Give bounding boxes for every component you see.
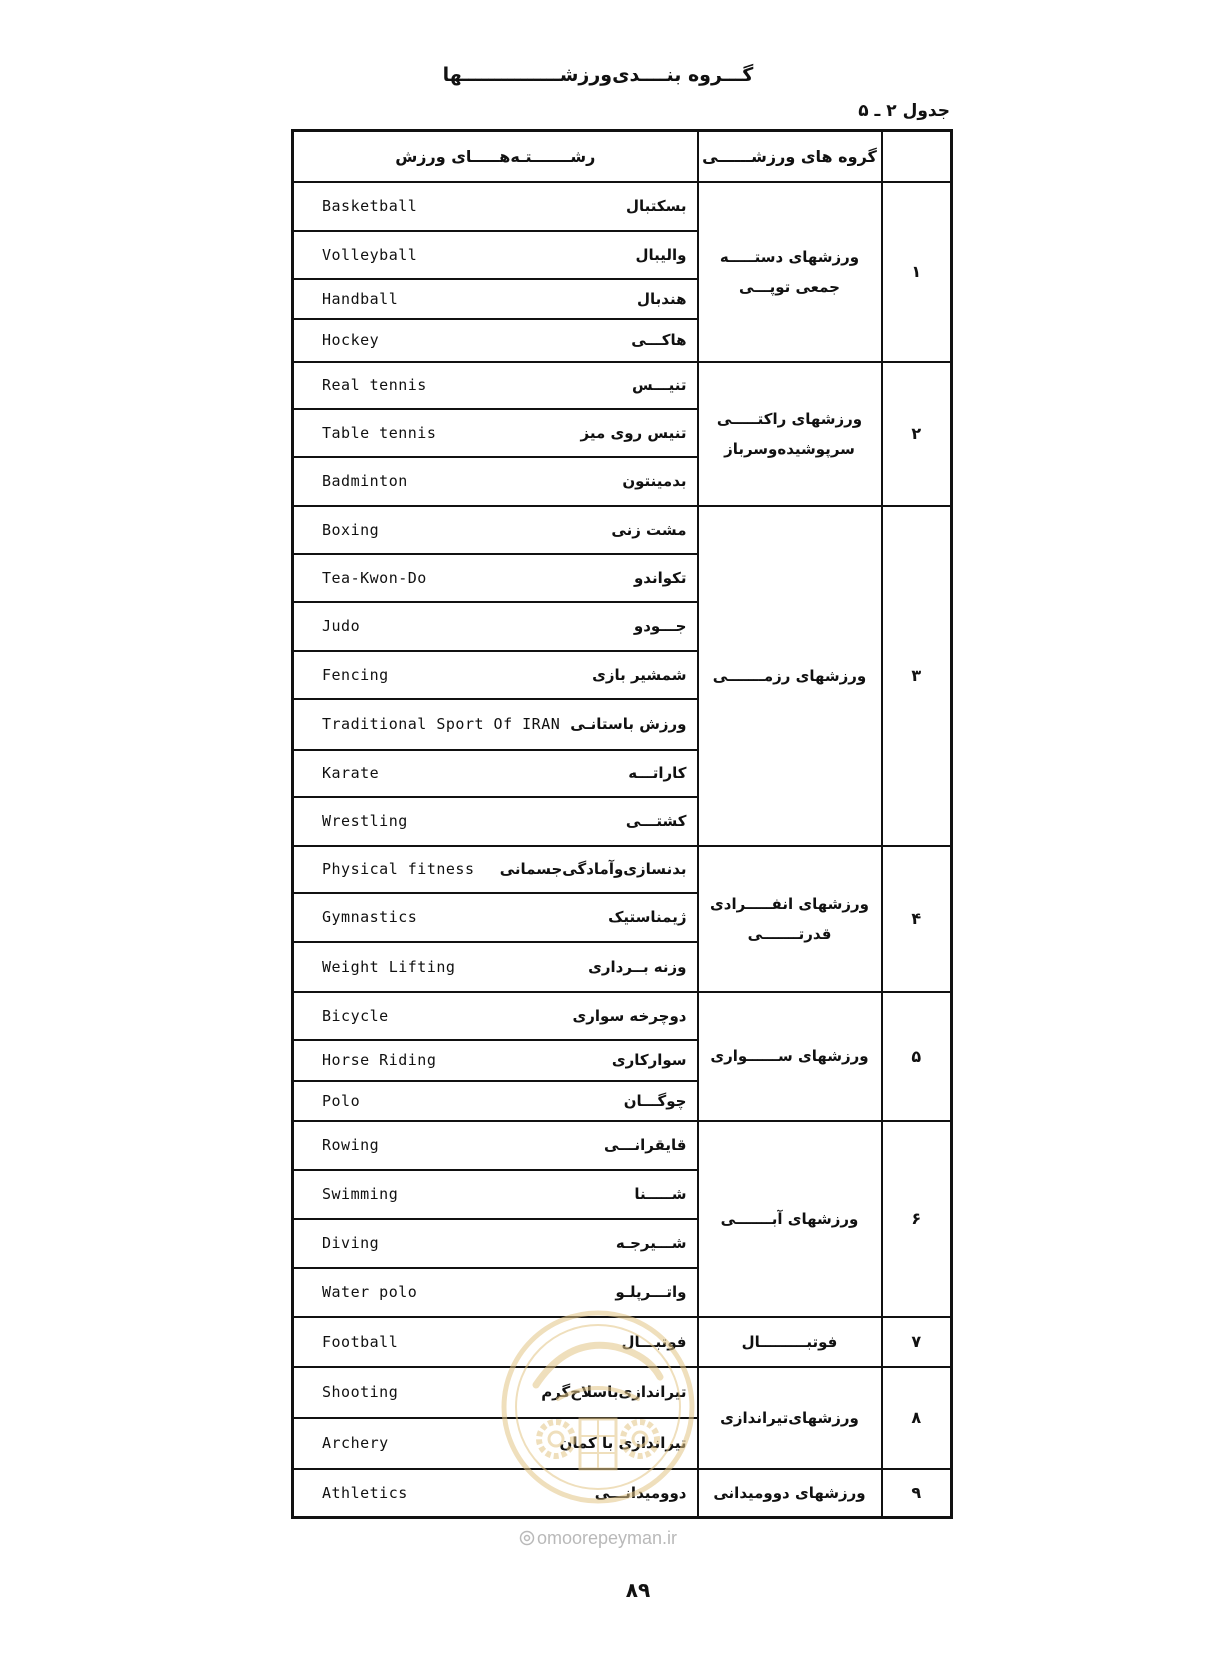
sport-cell [293,279,698,319]
sport-cell [293,750,698,797]
sport-name-fa: چوگـــان [623,1091,687,1110]
sport-name-fa: تکواندو [633,568,687,587]
page-number: ۸۹ [625,1578,651,1602]
sport-name-en: Physical fitness [322,860,475,878]
group-name-line: جمعی توپـــی [739,277,840,296]
group-name-line: ورزشهای دستـــــه [719,247,860,266]
group-name-line: قدرتـــــــی [747,924,832,943]
group-name-line: فوتبـــــــــال [741,1332,838,1351]
group-number: ۳ [882,506,952,846]
sport-name-fa: بسکتبال [625,197,687,215]
sport-name-en: Athletics [322,1483,408,1502]
sport-row [293,182,952,231]
sport-row [293,1317,952,1367]
group-name-cell [698,182,882,362]
group-number: ۵ [882,992,952,1121]
sport-cell [293,362,698,409]
group-number: ۶ [882,1121,952,1317]
sport-name-fa: شـــیرجـه [615,1234,687,1252]
group-name-line: ورزشهای ســــــواری [710,1047,869,1065]
header-groups: گروه های ورزشــــــی [698,131,882,182]
group-name-line: ورزشهای انفـــــرادی [710,894,869,913]
sport-name-en: Real tennis [322,376,427,394]
sport-name-fa: کاراتـــه [628,764,687,782]
sport-cell [293,1418,698,1469]
sport-name-fa: دوچرخه سواری [572,1006,687,1025]
sport-name-fa: هندبال [637,289,687,308]
group-name-cell [698,1469,882,1518]
sport-name-fa: تیراندازی با کمان [559,1434,687,1452]
sport-cell [293,846,698,893]
group-name-line: ورزشهای آبـــــــی [720,1209,859,1228]
sport-name-en: Badminton [322,472,408,490]
group-name-line: ورزشهای‌تیراندازی [720,1408,859,1427]
sport-cell [293,182,698,231]
sport-name-fa: هاکـــی [631,331,687,349]
group-number: ۲ [882,362,952,506]
sport-name-en: Wrestling [322,812,408,830]
sport-name-en: Table tennis [322,423,437,442]
sport-name-en: Basketball [322,197,418,215]
sport-cell [293,651,698,699]
sport-name-fa: مشت زنی [611,520,687,539]
sport-name-fa: ورزش باستانـی [570,715,687,733]
sport-row [293,1469,952,1518]
sport-cell [293,992,698,1040]
group-number: ۱ [882,182,952,362]
sport-cell [293,797,698,846]
sport-name-en: Volleyball [322,245,418,264]
sport-name-fa: بدنسازی‌وآمادگی‌جسمانی [499,860,687,878]
group-name-line: سرپوشیده‌وسرباز [724,439,855,458]
sport-name-fa: فوتبـــال [621,1332,687,1351]
group-name-line: ورزشهای رزمـــــــی [712,666,867,685]
header-row [293,131,952,182]
sport-cell [293,1219,698,1268]
sport-cell [293,1170,698,1219]
sport-name-en: Archery [322,1434,389,1452]
sport-name-fa: جـــودو [633,617,687,635]
sport-name-fa: قایقرانـــی [603,1136,687,1154]
sport-name-fa: شمشیر بازی [592,665,687,684]
sport-name-en: Rowing [322,1136,380,1154]
sport-cell [293,1367,698,1418]
sport-cell [293,1121,698,1170]
group-number: ۸ [882,1367,952,1469]
sport-name-fa: بدمینتون [622,472,687,490]
sport-name-en: Handball [322,289,399,308]
group-name-cell [698,506,882,846]
sport-name-en: Traditional Sport Of IRAN [322,715,561,733]
group-name-cell [698,992,882,1121]
group-name-cell [698,1121,882,1317]
table-label: جدول ۲ ـ ۵ [858,101,950,121]
sport-row [293,846,952,893]
group-name-line: ورزشهای راکتـــــی [716,409,863,428]
group-name-line: ورزشهای دوومیدانی [713,1483,866,1502]
sport-cell [293,231,698,279]
header-number [882,131,952,182]
sport-cell [293,1268,698,1317]
sport-cell [293,699,698,750]
sport-cell [293,506,698,554]
sport-cell [293,1081,698,1121]
sport-row [293,362,952,409]
sport-name-en: Swimming [322,1185,399,1203]
sport-name-fa: تنیـــس [632,376,687,394]
sport-name-fa: والیبال [635,245,687,264]
sport-cell [293,602,698,651]
group-number: ۷ [882,1317,952,1367]
sport-name-en: Karate [322,764,380,782]
watermark-url [478,1528,718,1549]
sport-name-en: Bicycle [322,1006,389,1025]
sport-name-fa: ژیمناستیک [608,908,687,926]
sport-cell [293,1317,698,1367]
group-number: ۴ [882,846,952,992]
group-name-cell [698,362,882,506]
globe-icon [519,1530,535,1546]
sport-name-fa: دوومیدانـــی [594,1483,687,1502]
sport-cell [293,554,698,602]
sport-cell [293,1040,698,1081]
sport-cell [293,409,698,457]
page-title: گـــروه بنــــدی‌ورزشـــــــــــــــها [442,64,754,86]
sport-name-fa: سوارکاری [611,1051,687,1069]
sport-cell [293,1469,698,1518]
sports-grouping-table [291,129,953,1519]
sport-name-en: Fencing [322,665,389,684]
sport-row [293,1367,952,1418]
watermark-url-text: omoorepeyman.ir [536,1528,678,1548]
sport-name-fa: وزنه بــرداری [588,957,687,976]
sport-name-en: Boxing [322,520,380,539]
sport-cell [293,457,698,506]
sport-name-en: Diving [322,1234,380,1252]
group-number: ۹ [882,1469,952,1518]
sport-row [293,1121,952,1170]
sport-row [293,992,952,1040]
sport-name-en: Shooting [322,1383,399,1401]
sport-name-en: Gymnastics [322,908,418,926]
group-name-cell [698,1367,882,1469]
sport-name-fa: واتـــرپلـو [615,1283,687,1301]
header-sports: رشـــــــتـه‌هـــــای ورزش [293,131,698,182]
sport-cell [293,319,698,362]
sport-name-fa: تیراندازی‌باسلاح‌گرم [541,1383,687,1401]
sport-name-en: Water polo [322,1283,418,1301]
sport-name-en: Football [322,1332,399,1351]
sport-name-fa: شـــــنا [634,1185,687,1203]
sport-row [293,506,952,554]
sport-cell [293,893,698,942]
sport-cell [293,942,698,992]
sport-name-en: Tea-Kwon-Do [322,568,427,587]
sport-name-en: Judo [322,617,361,635]
sport-name-en: Polo [322,1091,361,1110]
group-name-cell [698,846,882,992]
sport-name-en: Weight Lifting [322,957,456,976]
group-name-cell [698,1317,882,1367]
sport-name-fa: تنیس روی میز [580,423,687,442]
sport-name-en: Hockey [322,331,380,349]
sport-name-en: Horse Riding [322,1051,437,1069]
sport-name-fa: کشتـــی [625,812,687,830]
